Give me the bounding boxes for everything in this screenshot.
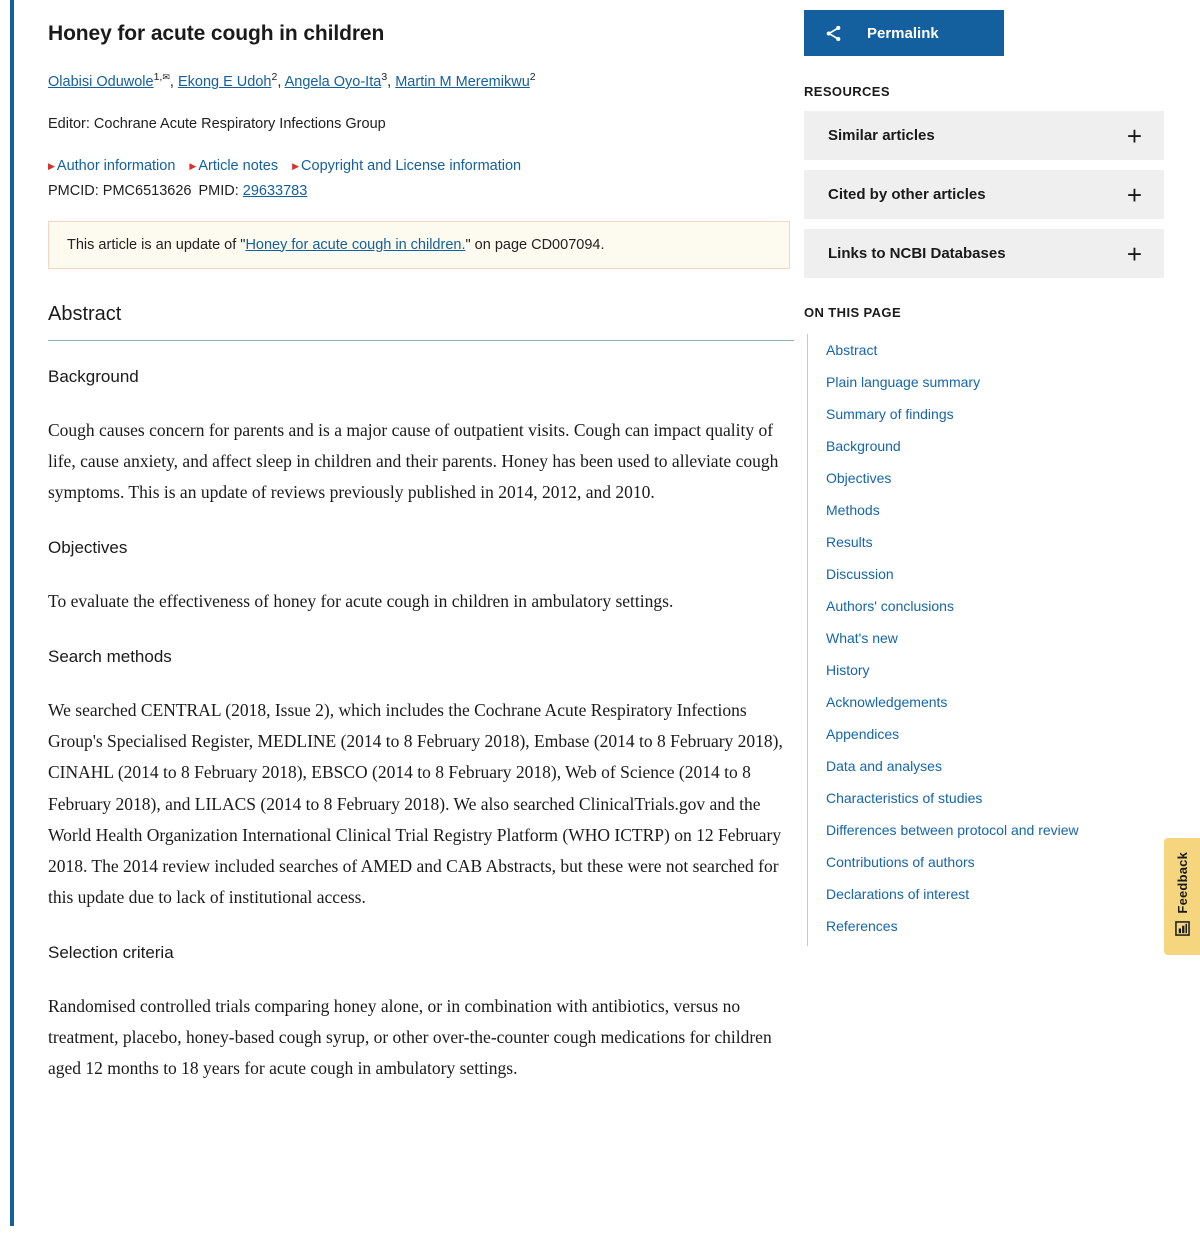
- on-this-page-title: ON THIS PAGE: [804, 305, 902, 320]
- update-notice-banner: [48, 221, 790, 269]
- toc-item-declarations-of-interest[interactable]: Declarations of interest: [826, 886, 970, 902]
- toc-item-differences-between-protocol-and-review[interactable]: Differences between protocol and review: [826, 822, 1079, 838]
- article-column: [14, 0, 804, 1115]
- author-information-link[interactable]: ▶ Author information: [48, 157, 176, 174]
- author-affiliation-2: 2: [271, 71, 278, 83]
- update-notice-prefix: This article is an update of ": [67, 236, 246, 253]
- pmid-link[interactable]: 29633783: [242, 182, 308, 199]
- toc-item-results[interactable]: Results: [826, 534, 873, 550]
- toc-item-methods[interactable]: Methods: [826, 502, 880, 518]
- section-heading-selection-criteria: Selection criteria: [48, 943, 174, 963]
- toc-item-abstract[interactable]: Abstract: [826, 342, 878, 358]
- author-link-1[interactable]: Olabisi Oduwole: [48, 73, 154, 90]
- plus-icon: +: [1126, 120, 1142, 151]
- update-notice-suffix: " on page CD007094.: [465, 236, 605, 253]
- author-affiliation-3: 3: [381, 71, 388, 83]
- share-icon: [824, 24, 843, 43]
- toc-item-whats-new[interactable]: What's new: [826, 630, 898, 646]
- author-list: Olabisi Oduwole$^{1,✉}$, Ekong E Udoh$^2$, Angela Oyo-Ita$^3$, Martin M Meremikwu$^2$: [48, 71, 536, 90]
- plus-icon: +: [1126, 238, 1142, 269]
- toc-item-authors-conclusions[interactable]: Authors' conclusions: [826, 598, 954, 614]
- accordion-label: Similar articles: [828, 127, 935, 144]
- on-this-page-nav: [807, 334, 1200, 946]
- pmcid-label: PMCID: PMC6513626: [48, 182, 192, 199]
- toc-item-discussion[interactable]: Discussion: [826, 566, 894, 582]
- abstract-divider: [48, 340, 794, 341]
- accordion-links-to-ncbi-databases[interactable]: [804, 229, 1164, 278]
- envelope-icon: ✉: [162, 72, 170, 82]
- permalink-button[interactable]: [804, 10, 1004, 56]
- author-link-2[interactable]: Ekong E Udoh: [177, 73, 272, 90]
- section-text-search-methods: We searched CENTRAL (2018, Issue 2), which includes the Cochrane Acute Respiratory Infections Group's Specialised Register, MEDLINE (2014 to 8 February 2018), Embase (2014 to 8 February 2018), CINAHL (2014 to 8 February 2018), EBSCO (2014 to 8 February 2018), Web of Science (2014 to 8 February 2018), and LILACS (2014 to 8 February 2018). We also searched ClinicalTrials.gov and the World Health Organization International Clinical Trial Registry Platform (WHO ICTRP) on 12 February 2018. The 2014 review included searches of AMED and CAB Abstracts, but these were not searched for this update due to lack of institutional access.: [48, 700, 783, 907]
- author-link-3[interactable]: Angela Oyo-Ita: [284, 73, 382, 90]
- accordion-similar-articles[interactable]: [804, 111, 1164, 160]
- toc-item-objectives[interactable]: Objectives: [826, 470, 892, 486]
- resources-title: RESOURCES: [804, 84, 890, 99]
- toc-item-history[interactable]: History: [826, 662, 870, 678]
- section-heading-background: Background: [48, 366, 139, 386]
- feedback-label: Feedback: [1174, 852, 1190, 914]
- bar-chart-icon: [1175, 921, 1190, 941]
- toc-item-plain-language-summary[interactable]: Plain language summary: [826, 374, 981, 390]
- toc-item-appendices[interactable]: Appendices: [826, 726, 900, 742]
- section-heading-objectives: Objectives: [48, 538, 128, 557]
- editor-line: Editor: Cochrane Acute Respiratory Infections Group: [48, 115, 386, 132]
- triangle-right-icon: ▶: [292, 160, 300, 171]
- toc-item-references[interactable]: References: [826, 918, 898, 934]
- permalink-label: Permalink: [867, 24, 939, 42]
- author-link-4[interactable]: Martin M Meremikwu: [395, 73, 530, 90]
- toc-item-data-and-analyses[interactable]: Data and analyses: [826, 758, 942, 774]
- triangle-right-icon: ▶: [189, 160, 197, 171]
- page-title: Honey for acute cough in children: [48, 22, 385, 45]
- accordion-label: Links to NCBI Databases: [828, 245, 1006, 262]
- article-notes-link[interactable]: ▶ Article notes: [189, 157, 279, 174]
- sidebar: [804, 0, 1200, 1115]
- section-text-background: Cough causes concern for parents and is a major cause of outpatient visits. Cough can impact quality of life, cause anxiety, and affect sleep in children and their parents. Honey has been used to alleviate cough symptoms. This is an update of reviews previously published in 2014, 2012, and 2010.: [48, 419, 779, 502]
- author-affiliation-1: 1,✉: [153, 71, 170, 83]
- copyright-license-link[interactable]: ▶ Copyright and License information: [292, 157, 522, 174]
- toc-item-contributions-of-authors[interactable]: Contributions of authors: [826, 854, 975, 870]
- identifiers-line: [48, 183, 804, 199]
- section-heading-search-methods: Search methods: [48, 647, 172, 667]
- section-text-objectives: To evaluate the effectiveness of honey for acute cough in children in ambulatory settings.: [48, 591, 674, 611]
- abstract-heading: Abstract: [48, 302, 122, 325]
- toc-item-characteristics-of-studies[interactable]: Characteristics of studies: [826, 790, 983, 806]
- toc-item-acknowledgements[interactable]: Acknowledgements: [826, 694, 948, 710]
- plus-icon: +: [1126, 179, 1142, 210]
- section-text-selection-criteria: Randomised controlled trials comparing honey alone, or in combination with antibiotics, versus no treatment, placebo, honey-based cough syrup, or other over-the-counter cough medications for children aged 12 months to 18 years for acute cough in ambulatory settings.: [48, 996, 772, 1079]
- accordion-label: Cited by other articles: [828, 186, 986, 203]
- meta-links-row: [48, 158, 804, 174]
- triangle-right-icon: ▶: [48, 160, 55, 171]
- update-notice-link[interactable]: Honey for acute cough in children.: [245, 236, 466, 253]
- author-affiliation-4: 2: [529, 71, 536, 83]
- accordion-cited-by-other-articles[interactable]: [804, 170, 1164, 219]
- toc-item-summary-of-findings[interactable]: Summary of findings: [826, 406, 954, 422]
- pmid-label: PMID:: [198, 182, 239, 199]
- feedback-tab[interactable]: [1164, 838, 1200, 955]
- toc-item-background[interactable]: Background: [826, 438, 901, 454]
